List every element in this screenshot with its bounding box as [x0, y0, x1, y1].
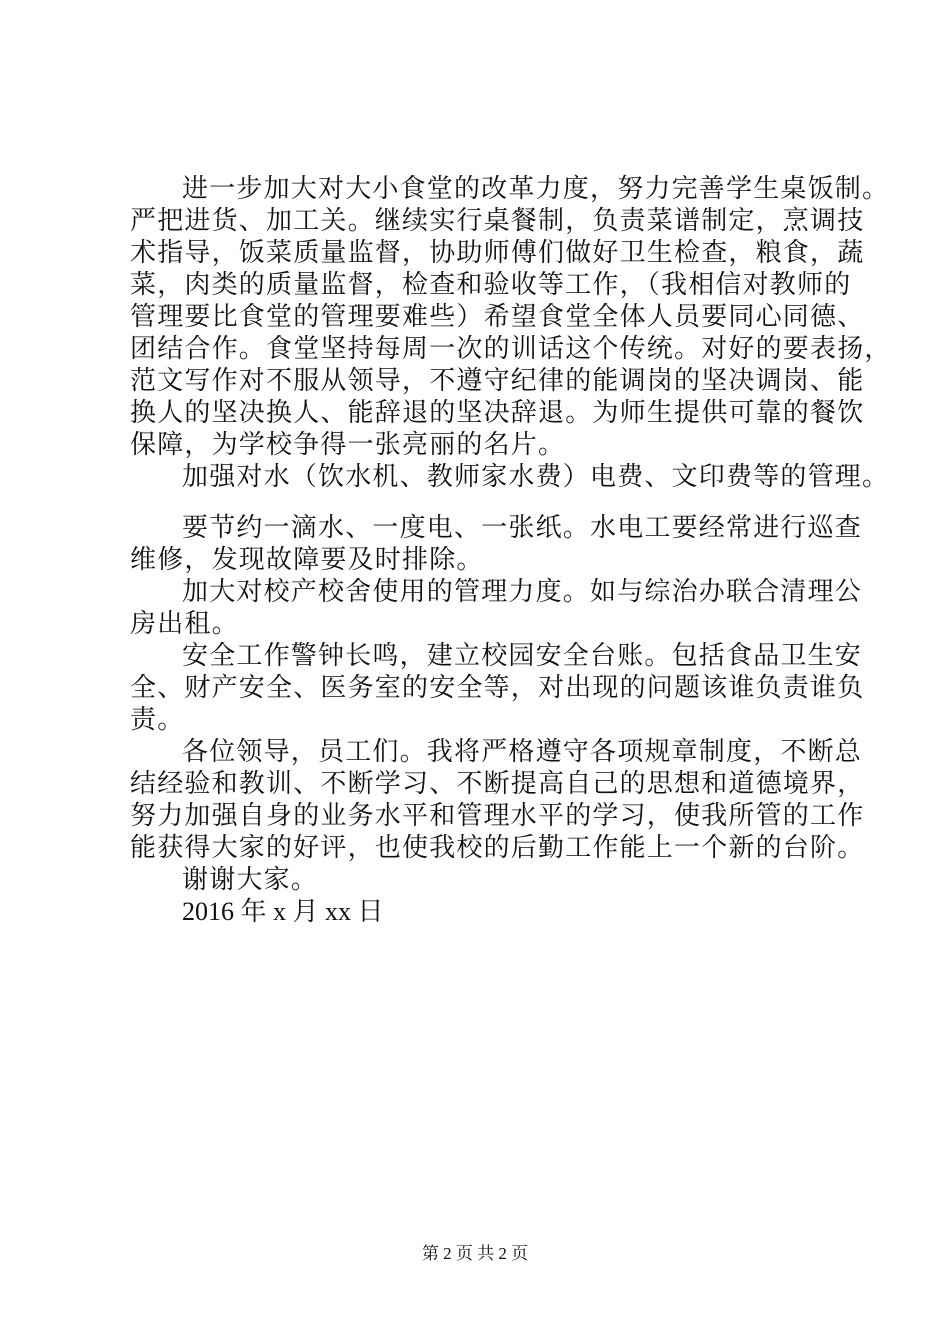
- text-line: 术指导，饭菜质量监督，协助师傅们做好卫生检查，粮食，蔬: [130, 238, 865, 268]
- text-line: 安全工作警钟长鸣，建立校园安全台账。包括食品卫生安: [182, 641, 863, 671]
- text-line: 努力加强自身的业务水平和管理水平的学习，使我所管的工作: [130, 801, 865, 831]
- text-line: 房出租。: [130, 609, 239, 639]
- text-line: 谢谢大家。: [182, 865, 319, 895]
- text-line: 要节约一滴水、一度电、一张纸。水电工要经常进行巡查: [182, 513, 863, 543]
- page-footer: 第 2 页 共 2 页: [421, 1244, 529, 1263]
- date-line: 2016 年 x 月 xx 日: [182, 897, 384, 926]
- text-line: 各位领导，员工们。我将严格遵守各项规章制度，不断总: [182, 737, 863, 767]
- text-line: 加大对校产校舍使用的管理力度。如与综治办联合清理公: [182, 577, 863, 607]
- text-line: 范文写作对不服从领导，不遵守纪律的能调岗的坚决调岗、能: [130, 366, 865, 396]
- text-line: 严把进货、加工关。继续实行桌餐制，负责菜谱制定，烹调技: [130, 206, 865, 236]
- text-line: 责。: [130, 705, 185, 735]
- text-line: 全、财产安全、医务室的安全等，对出现的问题该谁负责谁负: [130, 673, 865, 703]
- text-line: 管理要比食堂的管理要难些）希望食堂全体人员要同心同德、: [130, 302, 865, 332]
- text-line: 进一步加大对大小食堂的改革力度，努力完善学生桌饭制。: [182, 174, 890, 204]
- text-line: 结经验和教训、不断学习、不断提高自己的思想和道德境界，: [130, 769, 865, 799]
- text-line: 保障，为学校争得一张亮丽的名片。: [130, 430, 566, 460]
- text-line: 团结合作。食堂坚持每周一次的训话这个传统。对好的要表扬，: [130, 334, 892, 364]
- text-line: 菜，肉类的质量监督，检查和验收等工作，（我相信对教师的: [130, 270, 852, 300]
- text-line: 维修，发现故障要及时排除。: [130, 545, 484, 575]
- text-line: 加强对水（饮水机、教师家水费）电费、文印费等的管理。: [182, 462, 890, 492]
- text-line: 能获得大家的好评，也使我校的后勤工作能上一个新的台阶。: [130, 833, 865, 863]
- text-line: 换人的坚决换人、能辞退的坚决辞退。为师生提供可靠的餐饮: [130, 398, 865, 428]
